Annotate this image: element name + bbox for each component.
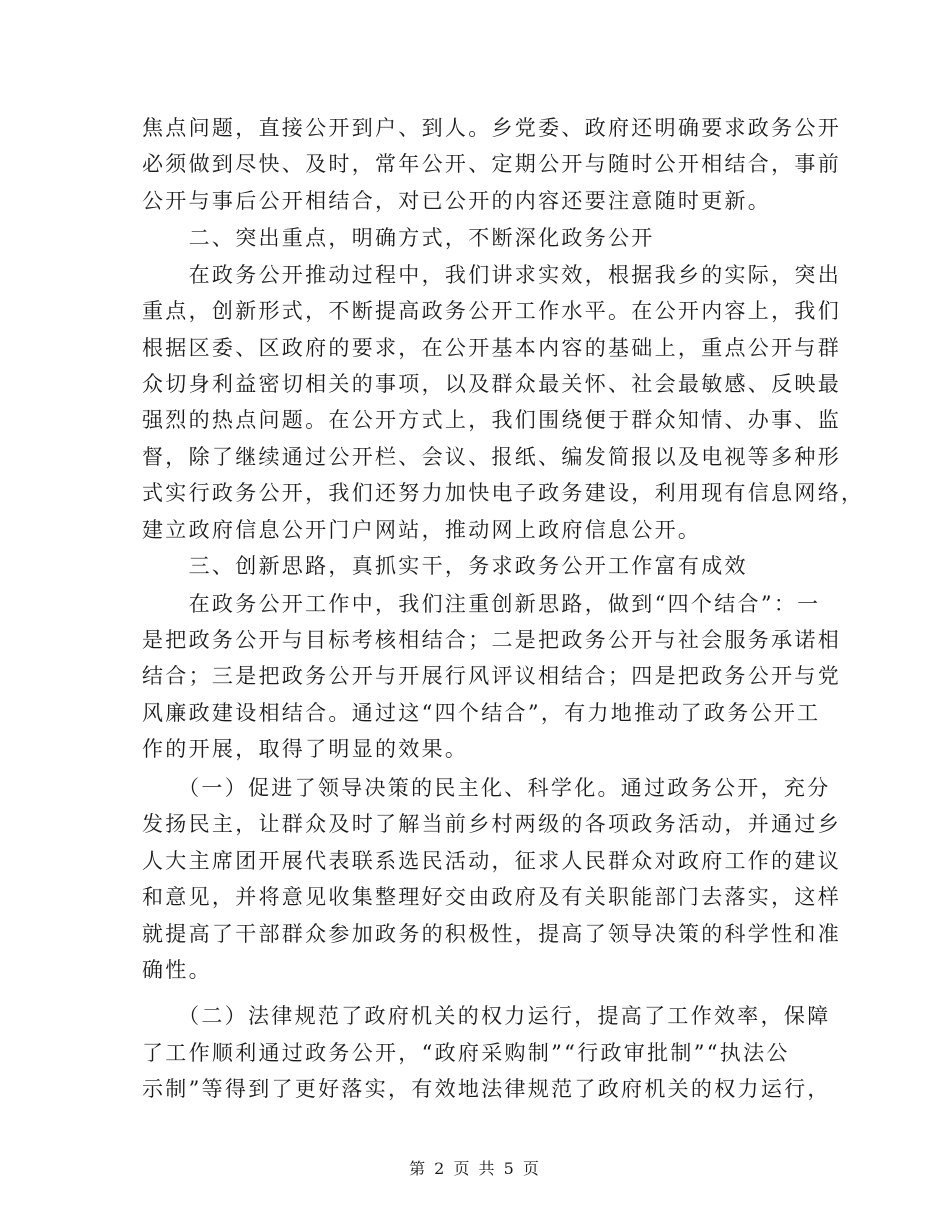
text-line: 了工作顺利通过政务公开，“政府采购制”“行政审批制”“执法公 xyxy=(142,1041,790,1065)
text-line: 督，除了继续通过公开栏、会议、报纸、编发简报以及电视等多种形 xyxy=(142,445,841,469)
page-number-footer: 第 2 页 共 5 页 xyxy=(409,1159,541,1178)
text-line: 发扬民主，让群众及时了解当前乡村两级的各项政务活动，并通过乡 xyxy=(142,812,841,836)
text-line: 式实行政务公开，我们还努力加快电子政务建设，利用现有信息网络， xyxy=(142,481,865,505)
text-line: 建立政府信息公开门户网站，推动网上政府信息公开。 xyxy=(142,518,702,542)
section-heading: 三、创新思路，真抓实干，务求政务公开工作富有成效 xyxy=(142,554,748,578)
text-line: 示制”等得到了更好落实，有效地法律规范了政府机关的权力运行， xyxy=(142,1077,831,1101)
text-line: 确性。 xyxy=(142,958,212,982)
text-line: 风廉政建设相结合。通过这“四个结合”，有力地推动了政务公开工 xyxy=(142,701,821,725)
text-line: （一）促进了领导决策的民主化、科学化。通过政务公开，充分 xyxy=(142,776,831,800)
section-heading: 二、突出重点，明确方式，不断深化政务公开 xyxy=(142,226,655,250)
text-line: 作的开展，取得了明显的效果。 xyxy=(142,737,469,761)
text-line: 就提高了干部群众参加政务的积极性，提高了领导决策的科学性和准 xyxy=(142,922,841,946)
text-line: 在政务公开工作中，我们注重创新思路，做到“四个结合”：一 xyxy=(142,592,821,616)
text-line: 必须做到尽快、及时，常年公开、定期公开与随时公开相结合，事前 xyxy=(142,152,841,176)
text-line: 是把政务公开与目标考核相结合；二是把政务公开与社会服务承诺相 xyxy=(142,628,841,652)
text-line: 公开与事后公开相结合，对已公开的内容还要注意随时更新。 xyxy=(142,189,772,213)
text-line: 人大主席团开展代表联系选民活动，征求人民群众对政府工作的建议 xyxy=(142,849,841,873)
text-line: 结合；三是把政务公开与开展行风评议相结合；四是把政务公开与党 xyxy=(142,664,841,688)
text-line: 焦点问题，直接公开到户、到人。乡党委、政府还明确要求政务公开 xyxy=(142,116,841,140)
text-line: 和意见，并将意见收集整理好交由政府及有关职能部门去落实，这样 xyxy=(142,885,841,909)
text-line: 在政务公开推动过程中，我们讲求实效，根据我乡的实际，突出 xyxy=(142,263,841,287)
text-line: 重点，创新形式，不断提高政务公开工作水平。在公开内容上，我们 xyxy=(142,299,841,323)
text-line: （二）法律规范了政府机关的权力运行，提高了工作效率，保障 xyxy=(142,1004,831,1028)
text-line: 强烈的热点问题。在公开方式上，我们围绕便于群众知情、办事、监 xyxy=(142,408,841,432)
text-line: 众切身利益密切相关的事项，以及群众最关怀、社会最敏感、反映最 xyxy=(142,372,841,396)
text-line: 根据区委、区政府的要求，在公开基本内容的基础上，重点公开与群 xyxy=(142,336,841,360)
